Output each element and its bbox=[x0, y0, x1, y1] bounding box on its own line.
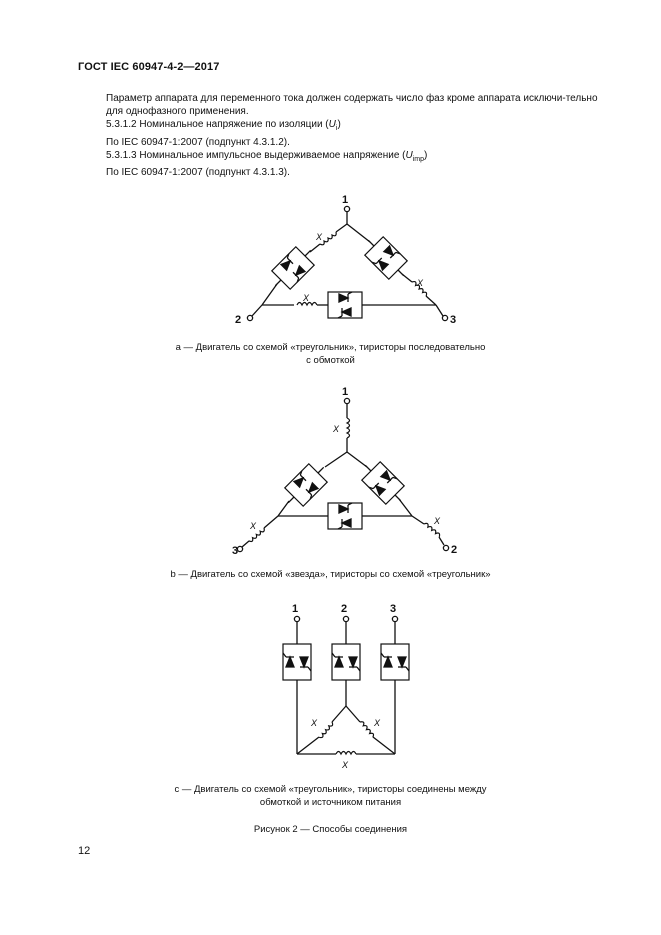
reactance-label: X bbox=[303, 293, 310, 303]
reference-line: По IEC 60947-1:2007 (подпункт 4.3.1.2). bbox=[106, 136, 290, 148]
figure-c-diagram bbox=[283, 616, 409, 754]
clause-5-3-1-2: 5.3.1.2 Номинальное напряжение по изоляции $(U_i)$ bbox=[106, 119, 341, 133]
figure-a-diagram bbox=[247, 206, 447, 320]
reactance-label: X bbox=[342, 760, 349, 770]
terminal-label: 3 bbox=[232, 545, 239, 557]
page-number: 12 bbox=[78, 845, 91, 857]
reactance-label: X bbox=[333, 424, 340, 434]
figure-b-caption: b — Двигатель со схемой «звезда», тиристоры со схемой «треугольник» bbox=[170, 569, 491, 580]
reactance-label: X bbox=[316, 232, 323, 242]
terminal-label: 1 bbox=[342, 386, 349, 398]
figure-b-diagram bbox=[237, 398, 448, 551]
terminal-label: 3 bbox=[450, 314, 457, 326]
reference-line: По IEC 60947-1:2007 (подпункт 4.3.1.3). bbox=[106, 167, 290, 179]
terminal-label: 2 bbox=[341, 603, 348, 615]
terminal-circle bbox=[344, 206, 349, 211]
terminal-label: 2 bbox=[235, 314, 242, 326]
figure-a-caption: а — Двигатель со схемой «треугольник», тиристоры последовательно с обмоткой bbox=[175, 342, 486, 366]
reactance-label: X bbox=[311, 718, 318, 728]
reactance-label: X bbox=[374, 718, 381, 728]
figure-caption: Рисунок 2 — Способы соединения bbox=[253, 824, 408, 835]
terminal-label: 1 bbox=[342, 194, 349, 206]
document-header: ГОСТ IEC 60947-4-2—2017 bbox=[78, 61, 220, 73]
reactance-label: X bbox=[417, 278, 424, 288]
terminal-label: 2 bbox=[451, 544, 458, 556]
terminal-label: 3 bbox=[390, 603, 397, 615]
terminal-label: 1 bbox=[292, 603, 299, 615]
paragraph: Параметр аппарата для переменного тока должен содержать число фаз кроме аппарата исключи-тельно для однофазного применения. bbox=[106, 93, 598, 118]
reactance-label: X bbox=[250, 521, 257, 531]
clause-5-3-1-3: 5.3.1.3 Номинальное импульсное выдерживаемое напряжение $(U_{imp})$ bbox=[106, 149, 428, 163]
figure-c-caption: с — Двигатель со схемой «треугольник», тиристоры соединены между обмоткой и источником питания bbox=[174, 784, 487, 808]
reactance-label: X bbox=[434, 516, 441, 526]
